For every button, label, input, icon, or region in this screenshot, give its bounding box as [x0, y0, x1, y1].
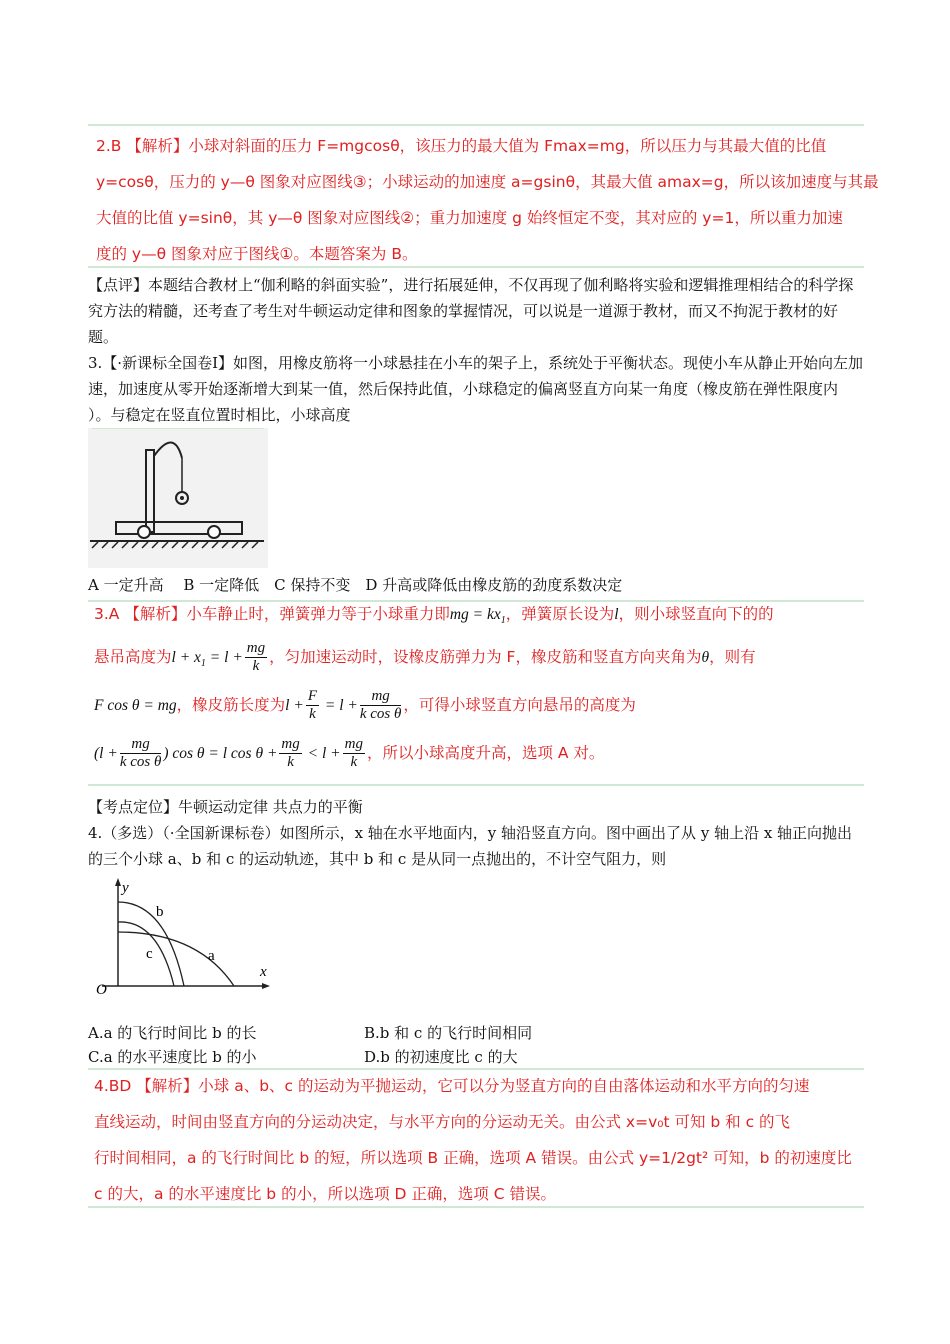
q3-theta: θ: [701, 649, 710, 666]
divider-q3-answer: [88, 784, 864, 786]
q3-frac-3b-num: mg: [360, 688, 402, 706]
q2-answer-line-4: 度的 y—θ 图象对应于图线①。本题答案为 B。: [96, 245, 418, 263]
q3-eq-3c: = l +: [321, 697, 358, 714]
q3-frac-2-num: mg: [246, 640, 266, 656]
q3-frac-4b: [279, 736, 301, 771]
q3-answer-4b: ，所以小球高度升高，选项 A 对。: [366, 744, 605, 762]
q4-answer-line-2: 直线运动，时间由竖直方向的分运动决定，与水平方向的分运动无关。由公式 x=v₀t 可知 b 和 c 的飞: [94, 1113, 791, 1131]
q4-answer-line-4: c 的大，a 的水平速度比 b 的小，所以选项 D 正确，选项 C 错误。: [94, 1185, 557, 1203]
q3-answer-line-1: [94, 602, 774, 626]
q3-eq-4a: (l +: [94, 745, 118, 762]
cart-pendulum-figure: [88, 428, 268, 568]
fig-origin-label: O: [96, 982, 107, 996]
q3-eq-4c: < l +: [303, 745, 341, 762]
projectile-trajectory-figure: [88, 876, 278, 996]
q4-option-c: C.a 的水平速度比 b 的小: [88, 1048, 257, 1066]
divider-q4: [88, 1068, 864, 1070]
q3-frac-3b: [360, 688, 402, 723]
q3-options: A 一定升高 B 一定降低 C 保持不变 D 升高或降低由橡皮筋的劲度系数决定: [88, 576, 623, 594]
q3-eq-3b: l +: [285, 697, 304, 714]
q2-comment: 【点评】本题结合教材上“伽利略的斜面实验”，进行拓展延伸，不仅再现了伽利略将实验和逻辑推理相结合的科学探究方法的精髓，还考查了考生对牛顿运动定律和图象的掌握情况，可以说是一道源于教材，而又不拘泥于教材的好题。: [88, 276, 854, 346]
q4-answer-line-1: 4.BD 【解析】小球 a、b、c 的运动为平抛运动，它可以分为竖直方向的自由落体运动和水平方向的匀速: [94, 1077, 810, 1095]
q3-kaodian: 【考点定位】牛顿运动定律 共点力的平衡: [88, 798, 363, 816]
q3-frac-3a-den: k: [309, 706, 316, 722]
q3-eq-2-sub: 1: [200, 658, 206, 670]
q3-frac-2-den: k: [252, 658, 260, 674]
q3-eq-4b: ) cos θ = l cos θ +: [163, 745, 278, 762]
q3-answer-line-4: [94, 736, 604, 771]
q3-eq-1-sub: 1: [500, 615, 506, 627]
q3-frac-3a-num: F: [307, 688, 317, 704]
q3-eq-2b: = l +: [205, 649, 243, 666]
fig-label-c: c: [146, 946, 153, 962]
q3-answer-1c: ，则小球竖直向下的的: [618, 605, 774, 623]
q3-frac-4b-den: k: [287, 754, 294, 770]
q4-option-b: B.b 和 c 的飞行时间相同: [364, 1024, 533, 1042]
q3-answer-1a: 3.A 【解析】小车静止时，弹簧弹力等于小球重力即: [94, 605, 450, 623]
q3-eq-2a: l + x: [171, 649, 201, 666]
divider-q2: [88, 266, 864, 268]
q3-frac-3a: [306, 688, 319, 723]
q3-answer-line-2: [94, 640, 756, 675]
q2-answer-line-3: 大值的比值 y=sinθ，其 y—θ 图象对应图线②；重力加速度 g 始终恒定不变，其对应的 y=1，所以重力加速: [96, 209, 843, 227]
q3-eq-1: mg = kx: [449, 606, 501, 623]
q3-answer-line-3: [94, 688, 636, 723]
q3-frac-4b-num: mg: [281, 736, 300, 752]
q3-answer-2a: 悬吊高度为: [94, 648, 172, 666]
q3-frac-2: [245, 640, 267, 675]
q4-option-a: A.a 的飞行时间比 b 的长: [88, 1024, 257, 1042]
q4-answer-line-3: 行时间相同，a 的飞行时间比 b 的短，所以选项 B 正确，选项 A 错误。由公式 y=1/2gt² 可知，b 的初速度比: [94, 1149, 852, 1167]
q4-stem: 4.（多选）（·全国新课标卷）如图所示，x 轴在水平地面内，y 轴沿竖直方向。图中画出了从 y 轴上沿 x 轴正向抛出的三个小球 a、b 和 c 的运动轨迹，其中 b 和 c 是从同一点抛出的，不计空气阻力，则: [88, 824, 853, 868]
q3-frac-3b-den: k cos θ: [359, 706, 402, 722]
q3-frac-4a-num: mg: [120, 736, 162, 754]
q3-frac-4c-num: mg: [344, 736, 363, 752]
q3-answer-3b: ，可得小球竖直方向悬吊的高度为: [403, 696, 636, 714]
q3-frac-4c-den: k: [350, 754, 358, 770]
q3-answer-3a: ，橡皮筋长度为: [176, 696, 286, 714]
fig-label-b: b: [156, 904, 164, 920]
q3-stem: 3.【·新课标全国卷Ⅰ】如图，用橡皮筋将一小球悬挂在小车的架子上，系统处于平衡状态。现使小车从静止开始向左加速，加速度从零开始逐渐增大到某一值，然后保持此值，小球稳定的偏离竖直方向某一角度（橡皮筋在弹性限度内 ）。与稳定在竖直位置时相比，小球高度: [88, 354, 864, 424]
divider-bottom: [88, 1206, 864, 1208]
q3-answer-2c: ，则有: [709, 648, 756, 666]
q3-frac-4c: [343, 736, 365, 771]
q3-frac-4a-den: k cos θ: [119, 754, 162, 770]
q3-frac-4a: [120, 736, 162, 771]
q3-eq-l: l: [614, 606, 619, 623]
q3-eq-3a: F cos θ = mg: [94, 697, 177, 714]
q4-option-d: D.b 的初速度比 c 的大: [364, 1048, 518, 1066]
fig-x-label: x: [260, 964, 267, 980]
fig-y-label: y: [122, 880, 129, 896]
q3-answer-2b: ，匀加速运动时，设橡皮筋弹力为 F，橡皮筋和竖直方向夹角为: [269, 648, 702, 666]
q2-answer-line-2: y=cosθ，压力的 y—θ 图象对应图线③；小球运动的加速度 a=gsinθ，其最大值 amax=g，所以该加速度与其最: [96, 173, 879, 191]
divider-top: [88, 124, 864, 126]
q2-answer-line-1: 2.B 【解析】小球对斜面的压力 F=mgcosθ，该压力的最大值为 Fmax=mg，所以压力与其最大值的比值: [96, 137, 827, 155]
q3-answer-1b: ，弹簧原长设为: [505, 605, 615, 623]
fig-label-a: a: [208, 948, 215, 964]
